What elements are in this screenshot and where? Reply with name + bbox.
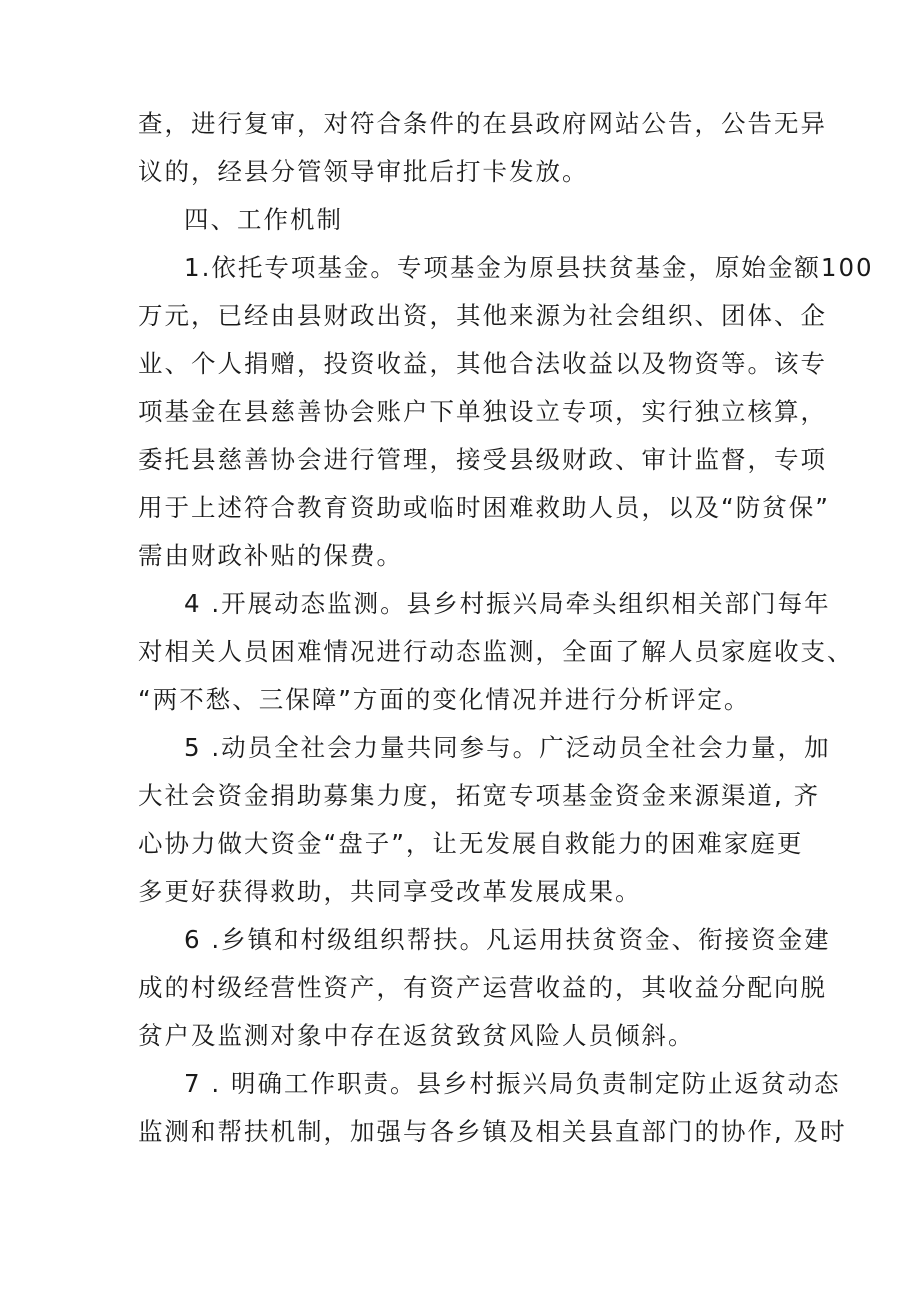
text-line: “两不愁、三保障”方面的变化情况并进行分析评定。: [138, 685, 751, 714]
text-line: 对相关人员困难情况进行动态监测，全面了解人员家庭收支、: [138, 637, 854, 666]
text-line: 多更好获得救助，共同享受改革发展成果。: [138, 877, 642, 906]
text-line: 用于上述符合教育资助或临时困难救助人员，以及“防贫保”: [138, 493, 830, 522]
text-line: 1.依托专项基金。专项基金为原县扶贫基金，原始金额100: [184, 253, 874, 282]
text-line: 业、个人捐赠，投资收益，其他合法收益以及物资等。该专: [138, 349, 827, 378]
text-line: 监测和帮扶机制，加强与各乡镇及相关县直部门的协作, 及时: [138, 1117, 847, 1146]
text-line: 项基金在县慈善协会账户下单独设立专项，实行独立核算，: [138, 397, 827, 426]
paragraph-item-5: [138, 724, 831, 916]
paragraph-review-continued: [138, 100, 827, 196]
heading-text: 四、工作机制: [184, 205, 343, 234]
text-line: 需由财政补贴的保费。: [138, 541, 403, 570]
text-line: 委托县慈善协会进行管理，接受县级财政、审计监督，专项: [138, 445, 827, 474]
text-line: 贫户及监测对象中存在返贫致贫风险人员倾斜。: [138, 1021, 695, 1050]
text-line: 查，进行复审，对符合条件的在县政府网站公告，公告无异: [138, 109, 827, 138]
text-line: 万元，已经由县财政出资，其他来源为社会组织、团体、企: [138, 301, 827, 330]
text-line: 大社会资金捐助募集力度，拓宽专项基金资金来源渠道, 齐: [138, 781, 821, 810]
section-heading: [138, 196, 788, 244]
paragraph-item-6: [138, 916, 831, 1060]
text-line: 心协力做大资金“盘子”，让无发展自救能力的困难家庭更: [138, 829, 804, 858]
text-line: 6 .乡镇和村级组织帮扶。凡运用扶贫资金、衔接资金建: [184, 925, 831, 954]
text-line: 7 . 明确工作职责。县乡村振兴局负责制定防止返贫动态: [184, 1069, 841, 1098]
document-body: [138, 100, 874, 1156]
paragraph-item-4: [138, 580, 854, 724]
paragraph-item-7: [138, 1060, 847, 1156]
text-line: 4 .开展动态监测。县乡村振兴局牵头组织相关部门每年: [184, 589, 831, 618]
text-line: 议的，经县分管领导审批后打卡发放。: [138, 157, 589, 186]
paragraph-item-1: [138, 244, 874, 580]
text-line: 5 .动员全社会力量共同参与。广泛动员全社会力量，加: [184, 733, 831, 762]
text-line: 成的村级经营性资产，有资产运营收益的，其收益分配向脱: [138, 973, 827, 1002]
